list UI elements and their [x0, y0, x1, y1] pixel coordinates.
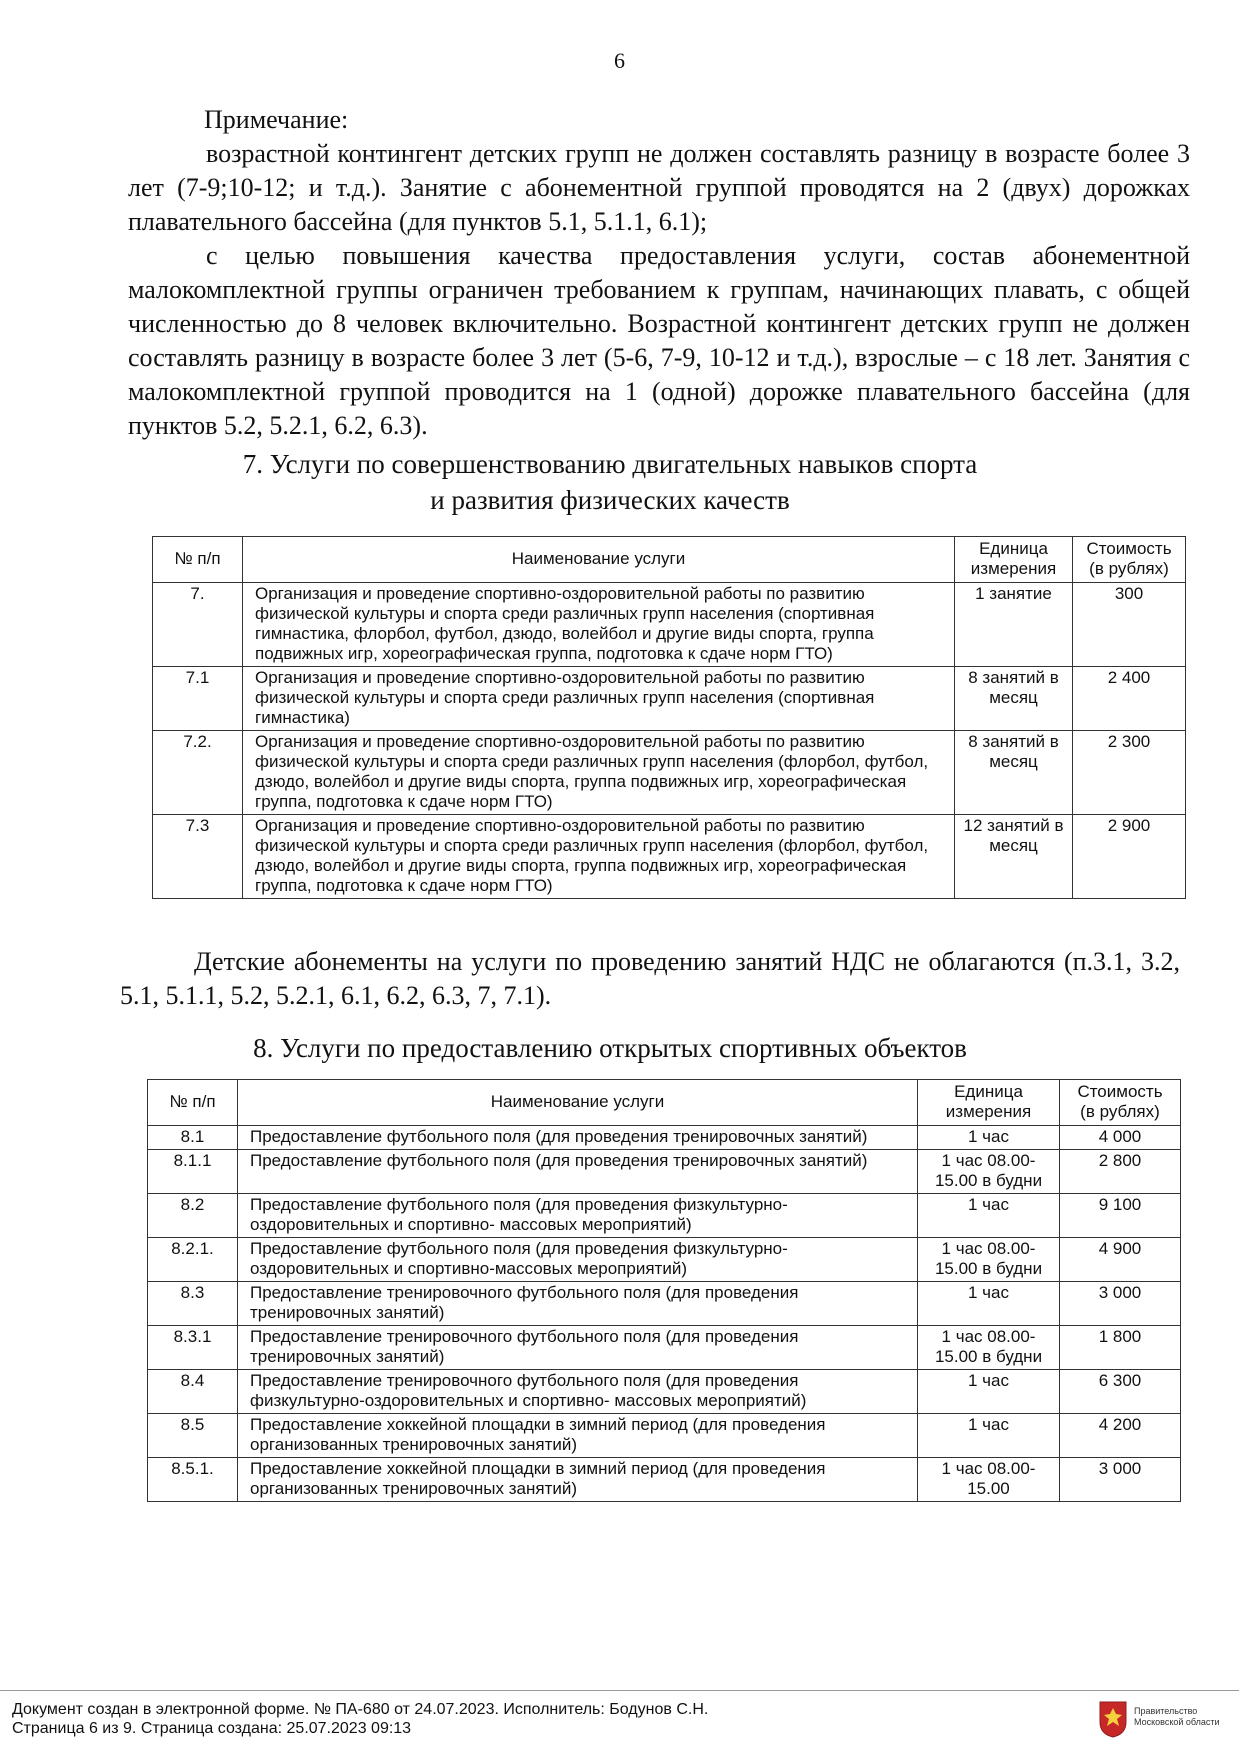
service-name: Предоставление футбольного поля (для проведения физкультурно-оздоровительных и спортивно- массовых мероприятий)	[238, 1194, 918, 1238]
table-row	[148, 1458, 1181, 1502]
note-paragraph-1: возрастной контингент детских групп не должен составлять разницу в возрасте более 3 лет (7-9;10-12; и т.д.). Занятие с абонементной группой проводятся на 2 (двух) дорожках плавательного бассейна (для пунктов 5.1, 5.1.1, 6.1);	[128, 139, 1190, 236]
unit-of-measure: 12 занятий в месяц	[955, 815, 1073, 899]
service-name: Организация и проведение спортивно-оздоровительной работы по развитию физической культуры и спорта среди различных групп населения (спортивная гимнастика, флорбол, футбол, дзюдо, волейбол и другие виды спорта, группа подвижных игр, хореографическая группа, подготовка к сдаче норм ГТО)	[243, 583, 955, 667]
footer-line-1: Документ создан в электронной форме. № ПА-680 от 24.07.2023. Исполнитель: Бодунов С.Н.	[12, 1701, 709, 1718]
service-price: 9 100	[1060, 1194, 1181, 1238]
service-name: Организация и проведение спортивно-оздоровительной работы по развитию физической культуры и спорта среди различных групп населения (флорбол, футбол, дзюдо, волейбол и другие виды спорта, группа подвижных игр, хореографическая группа, подготовка к сдаче норм ГТО)	[243, 815, 955, 899]
service-price: 3 000	[1060, 1458, 1181, 1502]
page-number: 6	[614, 48, 625, 73]
unit-of-measure: 1 час	[918, 1370, 1060, 1414]
table-header-row	[153, 537, 1186, 583]
service-name: Предоставление футбольного поля (для проведения физкультурно-оздоровительных и спортивно-массовых мероприятий)	[238, 1238, 918, 1282]
unit-of-measure: 1 час	[918, 1282, 1060, 1326]
service-price: 4 900	[1060, 1238, 1181, 1282]
table-header-row	[148, 1080, 1181, 1126]
row-number: 8.1	[148, 1126, 238, 1150]
service-name: Организация и проведение спортивно-оздоровительной работы по развитию физической культуры и спорта среди различных групп населения (спортивная гимнастика)	[243, 667, 955, 731]
service-price: 2 900	[1073, 815, 1186, 899]
service-name: Предоставление тренировочного футбольного поля (для проведения физкультурно-оздоровительных и спортивно- массовых мероприятий)	[238, 1370, 918, 1414]
row-number: 7.3	[153, 815, 243, 899]
table-row	[148, 1126, 1181, 1150]
row-number: 7.	[153, 583, 243, 667]
row-number: 8.1.1	[148, 1150, 238, 1194]
footer-divider	[0, 1690, 1239, 1691]
logo-org-name: Правительство Московской области	[1134, 1706, 1220, 1727]
service-price: 2 300	[1073, 731, 1186, 815]
section-8-title	[160, 1030, 1060, 1066]
service-name: Предоставление тренировочного футбольного поля (для проведения тренировочных занятий)	[238, 1282, 918, 1326]
table-row	[153, 667, 1186, 731]
service-price: 1 800	[1060, 1326, 1181, 1370]
unit-of-measure: 1 час 08.00-15.00 в будни	[918, 1326, 1060, 1370]
unit-of-measure: 1 час	[918, 1414, 1060, 1458]
unit-of-measure: 1 час	[918, 1194, 1060, 1238]
section-7-title-line-1: 7. Услуги по совершенствованию двигательных навыков спорта	[242, 449, 978, 479]
services-table-8	[147, 1079, 1181, 1502]
note-paragraph-2: с целью повышения качества предоставления услуги, состав абонементной малокомплектной группы ограничен требованием к группам, начинающих плавать, с общей численностью до 8 человек включительно. Возрастной контингент детских групп не должен составлять разницу в возрасте более 3 лет (5-6, 7-9, 10-12 и т.д.), взрослые – с 18 лет. Занятия с малокомплектной группой проводится на 1 (одной) дорожке плавательного бассейна (для пунктов 5.2, 5.2.1, 6.2, 6.3).	[128, 241, 1190, 440]
service-price: 2 800	[1060, 1150, 1181, 1194]
footer	[12, 1700, 1072, 1738]
header-num: № п/п	[153, 537, 243, 583]
unit-of-measure: 1 час 08.00-15.00 в будни	[918, 1238, 1060, 1282]
row-number: 8.3	[148, 1282, 238, 1326]
service-name: Предоставление хоккейной площадки в зимний период (для проведения организованных тренировочных занятий)	[238, 1414, 918, 1458]
note-heading: Примечание:	[204, 105, 349, 134]
header-num: № п/п	[148, 1080, 238, 1126]
moscow-region-emblem-icon	[1098, 1700, 1128, 1738]
unit-of-measure: 1 занятие	[955, 583, 1073, 667]
header-unit: Единица измерения	[918, 1080, 1060, 1126]
table-row	[148, 1414, 1181, 1458]
table-row	[153, 731, 1186, 815]
table-row	[148, 1282, 1181, 1326]
row-number: 8.5	[148, 1414, 238, 1458]
unit-of-measure: 8 занятий в месяц	[955, 731, 1073, 815]
table-row	[148, 1326, 1181, 1370]
row-number: 8.3.1	[148, 1326, 238, 1370]
service-price: 300	[1073, 583, 1186, 667]
section-8-title-line: 8. Услуги по предоставлению открытых спортивных объектов	[253, 1033, 967, 1063]
header-name: Наименование услуги	[238, 1080, 918, 1126]
service-price: 2 400	[1073, 667, 1186, 731]
service-name: Предоставление хоккейной площадки в зимний период (для проведения организованных тренировочных занятий)	[238, 1458, 918, 1502]
services-table-7	[152, 536, 1186, 899]
table-row	[148, 1370, 1181, 1414]
table-row	[153, 815, 1186, 899]
row-number: 7.2.	[153, 731, 243, 815]
note-block	[128, 103, 1190, 443]
service-price: 3 000	[1060, 1282, 1181, 1326]
vat-note-text: Детские абонементы на услуги по проведению занятий НДС не облагаются (п.3.1, 3.2, 5.1, 5.1.1, 5.2, 5.2.1, 6.1, 6.2, 6.3, 7, 7.1).	[120, 947, 1180, 1010]
service-name: Предоставление футбольного поля (для проведения тренировочных занятий)	[238, 1126, 918, 1150]
header-unit: Единица измерения	[955, 537, 1073, 583]
service-name: Организация и проведение спортивно-оздоровительной работы по развитию физической культуры и спорта среди различных групп населения (флорбол, футбол, дзюдо, волейбол и другие виды спорта, группа подвижных игр, хореографическая группа, подготовка к сдаче норм ГТО)	[243, 731, 955, 815]
service-price: 6 300	[1060, 1370, 1181, 1414]
service-name: Предоставление футбольного поля (для проведения тренировочных занятий)	[238, 1150, 918, 1194]
unit-of-measure: 1 час 08.00-15.00	[918, 1458, 1060, 1502]
unit-of-measure: 8 занятий в месяц	[955, 667, 1073, 731]
section-7-title	[160, 446, 1060, 518]
table-row	[148, 1194, 1181, 1238]
service-name: Предоставление тренировочного футбольного поля (для проведения тренировочных занятий)	[238, 1326, 918, 1370]
row-number: 8.2.1.	[148, 1238, 238, 1282]
table-row	[148, 1238, 1181, 1282]
service-price: 4 200	[1060, 1414, 1181, 1458]
row-number: 8.4	[148, 1370, 238, 1414]
row-number: 8.2	[148, 1194, 238, 1238]
header-price: Стоимость (в рублях)	[1060, 1080, 1181, 1126]
table-row	[153, 583, 1186, 667]
service-price: 4 000	[1060, 1126, 1181, 1150]
table-row	[148, 1150, 1181, 1194]
row-number: 7.1	[153, 667, 243, 731]
unit-of-measure: 1 час	[918, 1126, 1060, 1150]
header-name: Наименование услуги	[243, 537, 955, 583]
government-logo	[1098, 1698, 1238, 1742]
footer-line-2: Страница 6 из 9. Страница создана: 25.07.2023 09:13	[12, 1720, 412, 1737]
vat-note	[120, 945, 1180, 1013]
unit-of-measure: 1 час 08.00-15.00 в будни	[918, 1150, 1060, 1194]
section-7-title-line-2: и развития физических качеств	[430, 485, 790, 515]
header-price: Стоимость (в рублях)	[1073, 537, 1186, 583]
row-number: 8.5.1.	[148, 1458, 238, 1502]
